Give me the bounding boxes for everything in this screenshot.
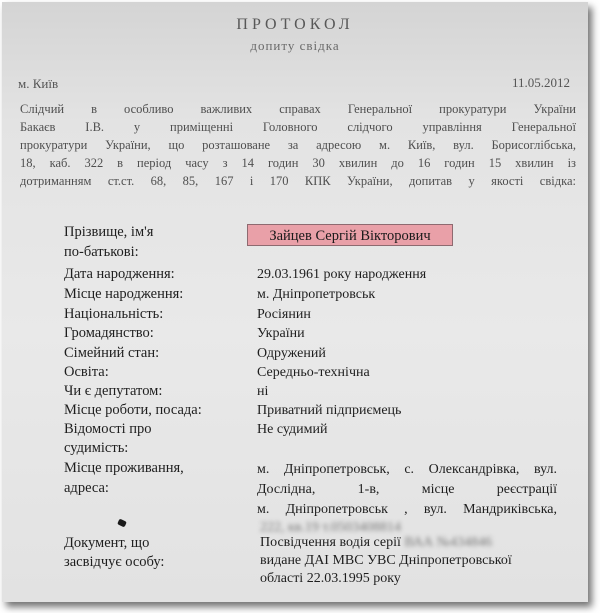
name-label-line1: Прізвище, ім'я	[64, 224, 154, 240]
name-label-line2: по-батькові:	[64, 244, 139, 260]
intro-line: Слідчий в особливо важливих справах Генеральної прокуратури України	[20, 102, 576, 116]
pen-mark	[117, 519, 127, 528]
id-document-type: Посвідчення водія серії	[260, 535, 405, 550]
id-document-line3: області 22.03.1995 року	[260, 571, 401, 586]
citizenship-value: України	[257, 326, 305, 341]
education-value: Середньо-технічна	[257, 365, 370, 380]
id-document-label-line2: засвідчує особу:	[64, 554, 165, 570]
address-line: Дослідна, 1-в, місце реєстрації	[257, 482, 557, 497]
intro-paragraph	[20, 100, 576, 190]
document-title: ПРОТОКОЛ	[236, 16, 354, 33]
birth-date-label: Дата народження:	[64, 266, 175, 282]
address-line: м. Дніпропетровськ, с. Олександрівка, вул.	[257, 462, 557, 477]
nationality-value: Росіянин	[257, 307, 311, 322]
residence-label-line2: адреса:	[64, 480, 109, 496]
criminal-record-label-line1: Відомості про	[64, 421, 152, 437]
birth-place-label: Місце народження:	[64, 286, 184, 302]
document-date: 11.05.2012	[511, 75, 570, 90]
redacted-address-line: 222, кв.19 т.0503408814	[260, 520, 401, 535]
id-document-line1	[260, 534, 492, 551]
address-line: м. Дніпропетровськ , вул. Мандриківська,	[257, 502, 557, 517]
citizenship-label: Громадянство:	[64, 325, 154, 341]
intro-line: 18, каб. 322 в період часу з 14 годин 30 хвилин до 16 годин 15 хвилин із	[20, 156, 576, 170]
birth-place-value: м. Дніпропетровськ	[257, 287, 376, 302]
deputy-label: Чи є депутатом:	[64, 383, 163, 399]
education-label: Освіта:	[64, 364, 109, 380]
work-label: Місце роботи, посада:	[64, 402, 202, 418]
document-page	[2, 2, 588, 602]
marital-status-value: Одружений	[257, 346, 326, 361]
id-document-label-line1: Документ, що	[64, 535, 150, 551]
city: м. Київ	[18, 76, 59, 91]
intro-line: Бакаєв І.В. у приміщенні Головного слідчого управління Генеральної	[20, 120, 576, 134]
redacted-document-number: ВАА №434846	[404, 535, 492, 550]
deputy-value: ні	[257, 384, 269, 399]
work-value: Приватний підприємець	[257, 403, 402, 418]
criminal-record-label-line2: судимість:	[64, 440, 129, 456]
intro-line: дотриманням ст.ст. 68, 85, 167 і 170 КПК України, допитав у якості свідка:	[20, 174, 576, 188]
id-document-line2: видане ДАІ МВС УВС Дніпропетровської	[260, 553, 512, 568]
document-subtitle: допиту свідка	[250, 38, 340, 53]
marital-status-label: Сімейний стан:	[64, 345, 160, 361]
criminal-record-value: Не судимий	[257, 422, 328, 437]
residence-label-line1: Місце проживання,	[64, 460, 184, 476]
birth-date-value: 29.03.1961 року народження	[257, 267, 427, 282]
residence-address	[257, 460, 557, 520]
name-value-highlight: Зайцев Сергій Вікторович	[247, 224, 453, 246]
intro-line: прокуратури України, що розташоване за адресою м. Київ, вул. Борисоглібська,	[20, 138, 576, 152]
nationality-label: Національність:	[64, 306, 164, 322]
